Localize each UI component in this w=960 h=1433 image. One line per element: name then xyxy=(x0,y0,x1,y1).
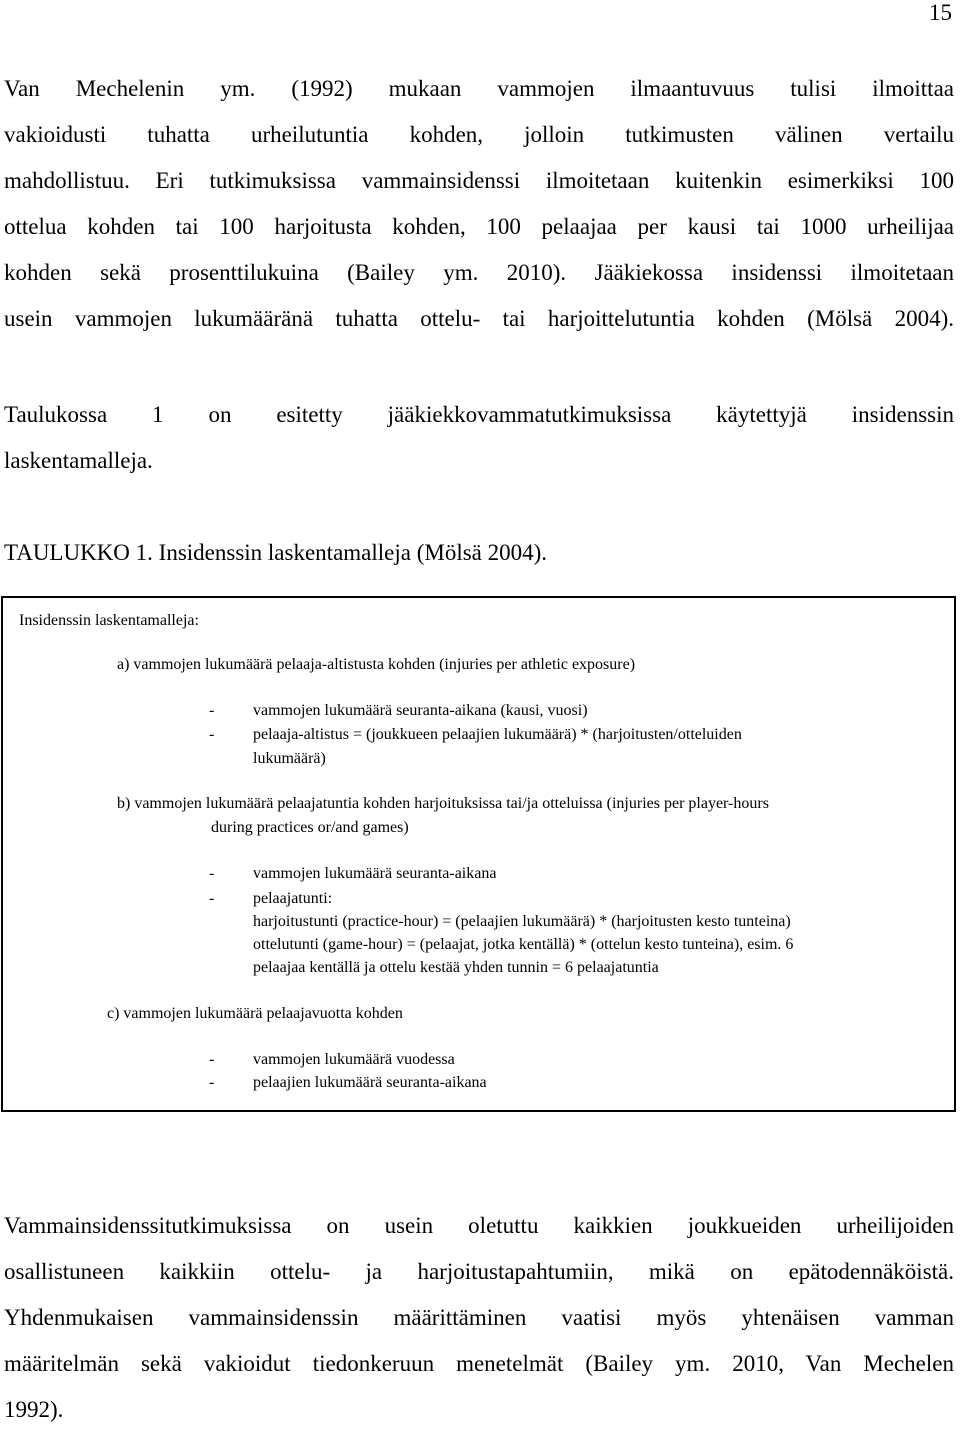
text-line: Yhdenmukaisen vammainsidenssin määrittäminen vaatisi myös yhtenäisen vamman xyxy=(4,1305,954,1330)
model-a-item-continued: lukumäärä) xyxy=(253,750,326,767)
bullet-dash: - xyxy=(209,726,215,743)
bullet-dash: - xyxy=(209,890,215,907)
text-line: Taulukossa 1 on esitetty jääkiekkovammatutkimuksissa käytettyjä insidenssin xyxy=(4,402,954,427)
bullet-dash: - xyxy=(209,1074,215,1091)
model-a-item: vammojen lukumäärä seuranta-aikana (kausi, vuosi) xyxy=(253,702,588,719)
paragraph-conclusion xyxy=(4,1203,954,1433)
text-line: usein vammojen lukumääränä tuhatta ottelu- tai harjoittelutuntia kohden (Mölsä 2004). xyxy=(4,306,954,331)
bullet-dash: - xyxy=(209,702,215,719)
text-line: osallistuneen kaikkiin ottelu- ja harjoitustapahtumiin, mikä on epätodennäköistä. xyxy=(4,1259,954,1284)
model-a-item: pelaaja-altistus = (joukkueen pelaajien lukumäärä) * (harjoitusten/otteluiden xyxy=(253,726,742,743)
model-a-title: a) vammojen lukumäärä pelaaja-altistusta kohden (injuries per athletic exposure) xyxy=(117,656,636,673)
model-b-subitem: harjoitustunti (practice-hour) = (pelaajien lukumäärä) * (harjoitusten kesto tunteina) xyxy=(253,913,791,930)
model-b-title-continued: during practices or/and games) xyxy=(211,819,409,836)
bullet-dash: - xyxy=(209,1051,215,1068)
model-b-item: vammojen lukumäärä seuranta-aikana xyxy=(253,865,497,882)
table-caption: TAULUKKO 1. Insidenssin laskentamalleja (Mölsä 2004). xyxy=(4,540,548,565)
model-c-item: pelaajien lukumäärä seuranta-aikana xyxy=(253,1074,487,1091)
model-c-title: c) vammojen lukumäärä pelaajavuotta kohden xyxy=(107,1005,403,1022)
text-line: laskentamalleja. xyxy=(4,448,153,473)
text-line: kohden sekä prosenttilukuina (Bailey ym. 2010). Jääkiekossa insidenssi ilmoitetaan xyxy=(4,260,954,285)
table-heading: Insidenssin laskentamalleja: xyxy=(19,612,199,629)
model-b-item: pelaajatunti: xyxy=(253,890,333,907)
text-line: vakioidusti tuhatta urheilutuntia kohden, jolloin tutkimusten välinen vertailu xyxy=(4,122,954,147)
page-number: 15 xyxy=(929,0,952,25)
text-line: määritelmän sekä vakioidut tiedonkeruun menetelmät (Bailey ym. 2010, Van Mechelen xyxy=(4,1351,954,1376)
text-line: Vammainsidenssitutkimuksissa on usein oletuttu kaikkien joukkueiden urheilijoiden xyxy=(4,1213,954,1238)
text-line: ottelua kohden tai 100 harjoitusta kohden, 100 pelaajaa per kausi tai 1000 urheilijaa xyxy=(4,214,954,239)
text-line: 1992). xyxy=(4,1397,64,1422)
bullet-dash: - xyxy=(209,865,215,882)
model-c-item: vammojen lukumäärä vuodessa xyxy=(253,1051,455,1068)
model-b-title: b) vammojen lukumäärä pelaajatuntia kohden harjoituksissa tai/ja otteluissa (injuries per player-hours xyxy=(117,795,769,812)
paragraph-table-intro xyxy=(4,392,954,484)
text-line: Van Mechelenin ym. (1992) mukaan vammojen ilmaantuvuus tulisi ilmoittaa xyxy=(4,76,954,101)
paragraph-intro xyxy=(4,66,954,342)
model-b-subitem: pelaajaa kentällä ja ottelu kestää yhden tunnin = 6 pelaajatuntia xyxy=(253,959,659,976)
text-line: mahdollistuu. Eri tutkimuksissa vammainsidenssi ilmoitetaan kuitenkin esimerkiksi 100 xyxy=(4,168,954,193)
table-1 xyxy=(1,596,956,1112)
model-b-subitem: ottelutunti (game-hour) = (pelaajat, jotka kentällä) * (ottelun kesto tunteina), esim. 6 xyxy=(253,936,794,953)
